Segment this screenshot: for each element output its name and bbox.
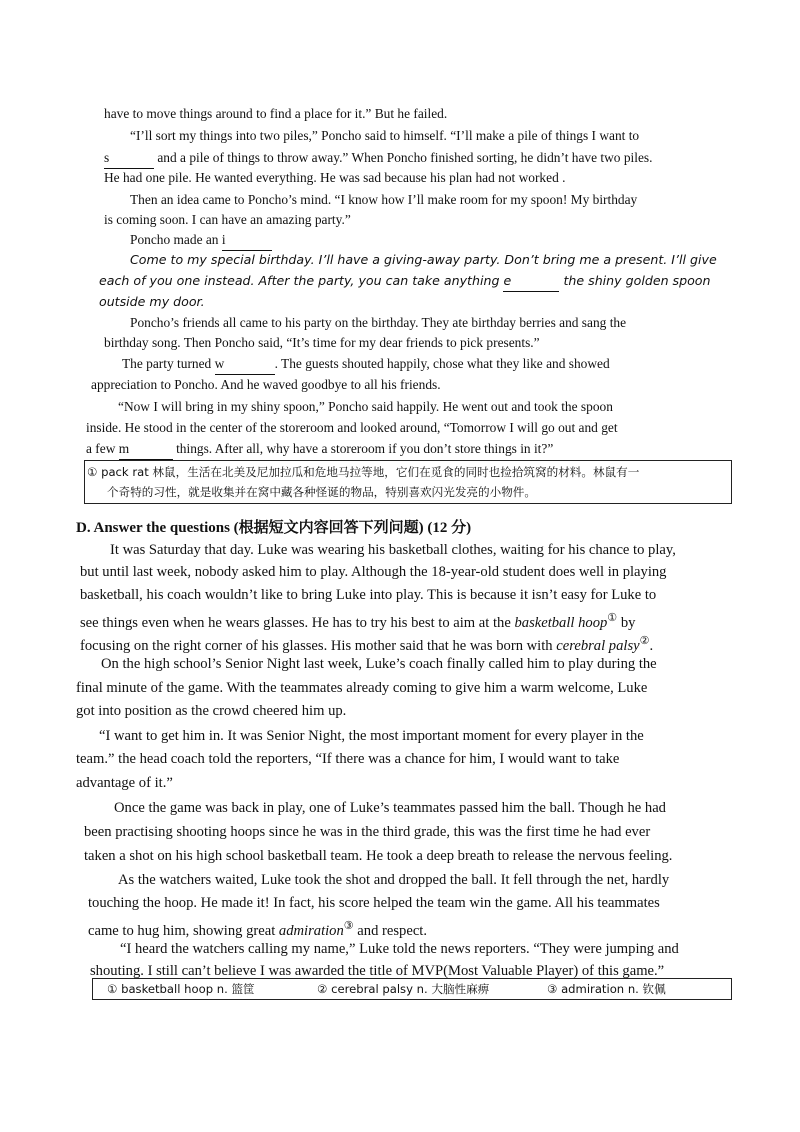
invitation-line: outside my door.	[99, 294, 205, 309]
footnote-line: 个奇特的习性，就是收集并在窝中藏各种怪诞的物品，特别喜欢闪光发亮的小物件。	[107, 485, 536, 499]
passage-line: Poncho’s friends all came to his party on the birthday. They ate birthday berries and sang the	[130, 315, 627, 330]
passage-line: got into position as the crowd cheered him up.	[76, 703, 347, 719]
passage-line: shouting. I still can’t believe I was awarded the title of MVP(Most Valuable Player) of this game.”	[90, 963, 665, 979]
glossary-item: ② cerebral palsy n. 大脑性麻痹	[317, 982, 490, 996]
footnote-box	[84, 460, 732, 504]
passage-line: “I want to get him in. It was Senior Night, the most important moment for every player in the	[99, 728, 644, 744]
passage-line: team.” the head coach told the reporters, “If there was a chance for him, I would want to take	[76, 751, 620, 767]
glossary-item: ① basketball hoop n. 篮筐	[107, 982, 255, 996]
passage-line: see things even when he wears glasses. He has to try his best to aim at the basketball hoop① by	[80, 612, 636, 631]
passage-line: “I’ll sort my things into two piles,” Poncho said to himself. “I’ll make a pile of things I want to	[130, 128, 640, 143]
passage-line: basketball, his coach wouldn’t like to bring Luke into play. This is because it isn’t easy for Luke to	[80, 587, 657, 603]
passage-line: birthday song. Then Poncho said, “It’s time for my dear friends to pick presents.”	[104, 335, 540, 350]
passage-line: came to hug him, showing great admiration③ and respect.	[88, 920, 427, 939]
passage-line: is coming soon. I can have an amazing party.”	[104, 212, 351, 227]
footnote-line: ① pack rat 林鼠，生活在北美及尼加拉瓜和危地马拉等地，它们在觅食的同时也捡拾筑窝的材料。林鼠有一	[87, 465, 640, 479]
passage-line: As the watchers waited, Luke took the shot and dropped the ball. It fell through the net, hardly	[118, 872, 670, 888]
answer-blank-w[interactable]: w	[215, 354, 275, 375]
invitation-line: Come to my special birthday. I’ll have a giving-away party. Don’t bring me a present. I’ll give	[130, 252, 717, 267]
answer-blank-s[interactable]: s	[104, 148, 154, 169]
passage-line: but until last week, nobody asked him to play. Although the 18-year-old student does well in playing	[80, 564, 667, 580]
invitation-line: each of you one instead. After the party, you can take anything e the shiny golden spoon	[99, 271, 711, 292]
glossary-item: ③ admiration n. 钦佩	[547, 982, 666, 996]
answer-blank-m[interactable]: m	[119, 439, 173, 460]
passage-line: The party turned w . The guests shouted happily, chose what they like and showed	[122, 354, 610, 375]
section-heading: D. Answer the questions (根据短文内容回答下列问题) (12 分)	[76, 520, 472, 536]
passage-line: have to move things around to find a place for it.” But he failed.	[104, 106, 448, 121]
passage-line: inside. He stood in the center of the storeroom and looked around, “Tomorrow I will go out and get	[86, 420, 618, 435]
answer-blank-i[interactable]: i	[222, 230, 272, 251]
passage-line: On the high school’s Senior Night last week, Luke’s coach finally called him to play during the	[101, 656, 657, 672]
passage-line: Once the game was back in play, one of Luke’s teammates passed him the ball. Though he had	[114, 800, 666, 816]
passage-line: Then an idea came to Poncho’s mind. “I know how I’ll make room for my spoon! My birthday	[130, 192, 638, 207]
passage-line: a few m things. After all, why have a storeroom if you don’t store things in it?”	[86, 439, 553, 460]
glossary-box	[92, 978, 732, 1000]
passage-line: focusing on the right corner of his glasses. His mother said that he was born with cerebral palsy②.	[80, 635, 654, 654]
passage-line: He had one pile. He wanted everything. He was sad because his plan had not worked .	[104, 170, 566, 185]
passage-line: touching the hoop. He made it! In fact, his score helped the team win the game. All his teammates	[88, 895, 660, 911]
passage-line: appreciation to Poncho. And he waved goodbye to all his friends.	[91, 377, 441, 392]
passage-line: “I heard the watchers calling my name,” Luke told the news reporters. “They were jumping and	[120, 941, 679, 957]
passage-line: Poncho made an i	[130, 230, 272, 251]
passage-line: been practising shooting hoops since he was in the third grade, this was the first time he had ever	[84, 824, 651, 840]
passage-line: s and a pile of things to throw away.” When Poncho finished sorting, he didn’t have two piles.	[104, 148, 652, 169]
passage-line: advantage of it.”	[76, 775, 173, 791]
answer-blank-e[interactable]: e	[503, 271, 559, 292]
passage-line: taken a shot on his high school basketball team. He took a deep breath to release the nervous feeling.	[84, 848, 673, 864]
passage-line: It was Saturday that day. Luke was wearing his basketball clothes, waiting for his chance to play,	[110, 542, 676, 558]
passage-line: final minute of the game. With the teammates already coming to give him a warm welcome, Luke	[76, 680, 648, 696]
passage-line: “Now I will bring in my shiny spoon,” Poncho said happily. He went out and took the spoon	[118, 399, 613, 414]
